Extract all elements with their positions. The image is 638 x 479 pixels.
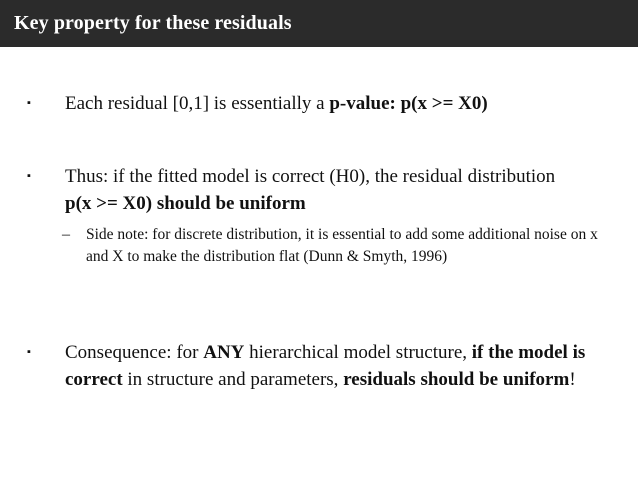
sub-bullet-item — [62, 224, 602, 268]
bullet-3-text-d: if the model is correct — [65, 342, 586, 390]
dash-bullet-icon: – — [62, 226, 70, 243]
slide-title-bar — [0, 0, 638, 47]
sub-bullet-row — [62, 224, 602, 268]
bullet-text-1 — [65, 90, 488, 117]
bullet-2-text-a: Thus: if the fitted model is correct (H0), the residual distribution — [65, 166, 556, 187]
bullet-text-2 — [65, 163, 584, 217]
bullet-item-3 — [24, 339, 594, 393]
bullet-row-2 — [24, 163, 584, 217]
bullet-2-text-b: p(x >= X0) should be uniform — [65, 193, 306, 214]
bullet-3-text-b: ANY — [203, 342, 245, 363]
bullet-row-3 — [24, 339, 594, 393]
square-bullet-icon: ▪ — [27, 170, 31, 182]
bullet-3-text-e: in structure and parameters, — [122, 369, 344, 390]
square-bullet-icon: ▪ — [27, 346, 31, 358]
bullet-item-2 — [24, 163, 584, 217]
bullet-3-text-c: hierarchical model structure, — [244, 342, 472, 363]
bullet-item-1 — [24, 90, 624, 117]
bullet-3-text-f: residuals should be uniform — [343, 369, 570, 390]
slide-title: Key property for these residuals — [14, 12, 292, 34]
bullet-1-text-b: p-value: p(x >= X0) — [329, 93, 488, 114]
bullet-row-1 — [24, 90, 624, 117]
bullet-3-text-a: Consequence: for — [65, 342, 204, 363]
bullet-3-text-g: ! — [569, 369, 576, 390]
bullet-1-text-a: Each residual [0,1] is essentially a — [65, 93, 330, 114]
sub-bullet-text: Side note: for discrete distribution, it is essential to add some additional noise on x and X to make the distribution flat (Dunn & Smyth, 1996) — [86, 226, 598, 265]
square-bullet-icon: ▪ — [27, 97, 31, 109]
bullet-text-3 — [65, 339, 594, 393]
